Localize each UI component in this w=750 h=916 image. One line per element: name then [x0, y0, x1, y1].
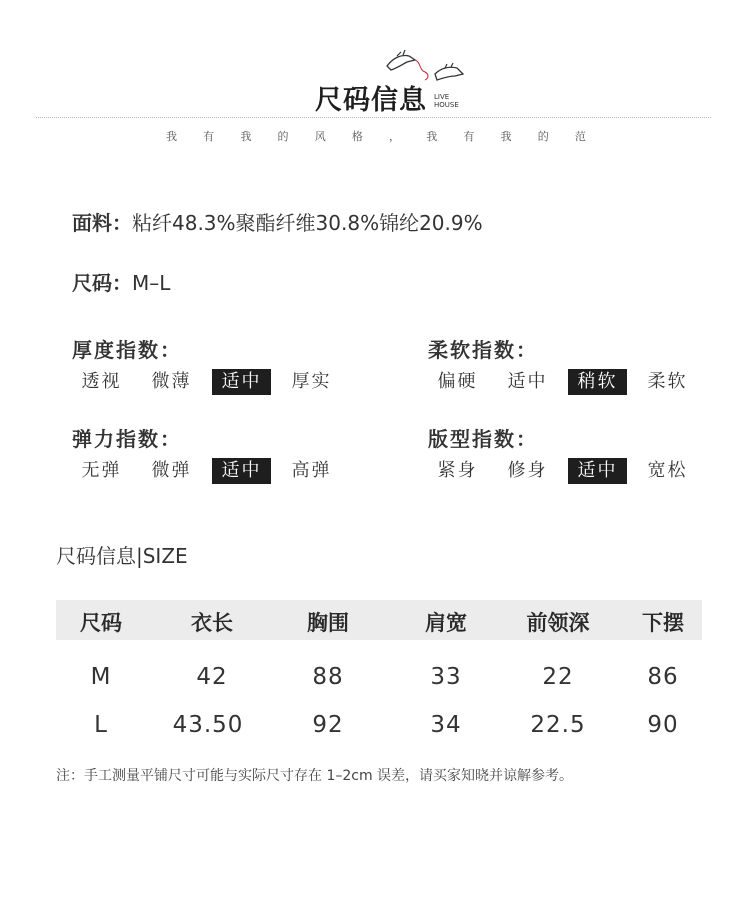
table-header-cell: 尺码 — [80, 611, 122, 635]
table-cell: M — [90, 664, 112, 690]
index-title: 厚度指数： — [72, 338, 182, 362]
slogan-char: 有 — [463, 130, 475, 143]
slogan-char: 我 — [166, 130, 177, 143]
size-section-heading: 尺码信息|SIZE — [56, 544, 188, 568]
slogan-char: 我 — [426, 130, 438, 143]
logo-text-line1: LIVE — [434, 93, 450, 101]
index-option: 无弹 — [81, 460, 122, 481]
index-title: 弹力指数： — [72, 427, 182, 451]
slogan-char: 我 — [500, 130, 512, 143]
size-range-line — [72, 267, 170, 296]
size-table-header-bar — [56, 600, 702, 640]
table-cell: 34 — [430, 712, 462, 738]
index-option-selected: 适中 — [568, 458, 627, 484]
slogan-char: 的 — [537, 130, 549, 143]
dotted-divider — [36, 117, 711, 118]
index-option: 透视 — [81, 371, 122, 392]
index-option-selected: 适中 — [212, 369, 271, 395]
table-header-cell: 前领深 — [526, 611, 590, 635]
fit-index — [428, 423, 708, 484]
table-header-cell: 衣长 — [191, 611, 233, 635]
index-title: 版型指数： — [428, 427, 538, 451]
index-options — [72, 369, 352, 395]
slogan-char: 的 — [277, 130, 289, 143]
size-range-label: 尺码： — [72, 271, 132, 295]
index-option: 适中 — [507, 371, 548, 392]
index-option: 柔软 — [647, 371, 688, 392]
slogan-char: 风 — [314, 130, 326, 143]
slogan — [166, 128, 586, 144]
index-option: 紧身 — [437, 460, 478, 481]
fabric-line — [72, 207, 483, 236]
slogan-char: ， — [389, 130, 401, 143]
slogan-char: 范 — [574, 130, 586, 143]
index-option: 微弹 — [151, 460, 192, 481]
page-title: 尺码信息 — [315, 85, 427, 116]
softness-index — [428, 334, 708, 395]
fabric-value: 粘纤48.3%聚酯纤维30.8%锦纶20.9% — [132, 211, 483, 235]
index-options — [428, 369, 708, 395]
index-option: 高弹 — [291, 460, 332, 481]
table-cell: 92 — [312, 712, 344, 738]
index-option: 修身 — [507, 460, 548, 481]
index-option: 厚实 — [291, 371, 332, 392]
hands-logo-icon — [385, 48, 465, 86]
index-option: 宽松 — [647, 460, 688, 481]
table-cell: 22.5 — [530, 712, 586, 738]
table-cell: 22 — [542, 664, 574, 690]
index-option: 偏硬 — [437, 371, 478, 392]
table-header-cell: 下摆 — [642, 611, 684, 635]
logo-text-line2: HOUSE — [434, 101, 459, 109]
thickness-index — [72, 334, 352, 395]
table-header-cell: 肩宽 — [425, 611, 467, 635]
table-cell: 86 — [647, 664, 679, 690]
slogan-char: 格 — [351, 130, 363, 143]
index-option-selected: 适中 — [212, 458, 271, 484]
measurement-note: 注：手工测量平铺尺寸可能与实际尺寸存在 1–2cm 误差，请买家知晓并谅解参考。 — [56, 768, 574, 784]
logo-text — [434, 93, 459, 109]
index-options — [72, 458, 352, 484]
table-cell: 88 — [312, 664, 344, 690]
index-options — [428, 458, 708, 484]
slogan-char: 我 — [240, 130, 252, 143]
index-option-selected: 稍软 — [568, 369, 627, 395]
fabric-label: 面料： — [72, 211, 132, 235]
index-title: 柔软指数： — [428, 338, 538, 362]
table-cell: 33 — [430, 664, 462, 690]
table-header-cell: 胸围 — [307, 611, 349, 635]
slogan-char: 有 — [203, 130, 215, 143]
table-cell: 90 — [647, 712, 679, 738]
size-range-value: M–L — [132, 271, 171, 295]
index-option: 微薄 — [151, 371, 192, 392]
table-cell: L — [94, 712, 108, 738]
elasticity-index — [72, 423, 352, 484]
table-cell: 43.50 — [172, 712, 244, 738]
table-cell: 42 — [196, 664, 228, 690]
